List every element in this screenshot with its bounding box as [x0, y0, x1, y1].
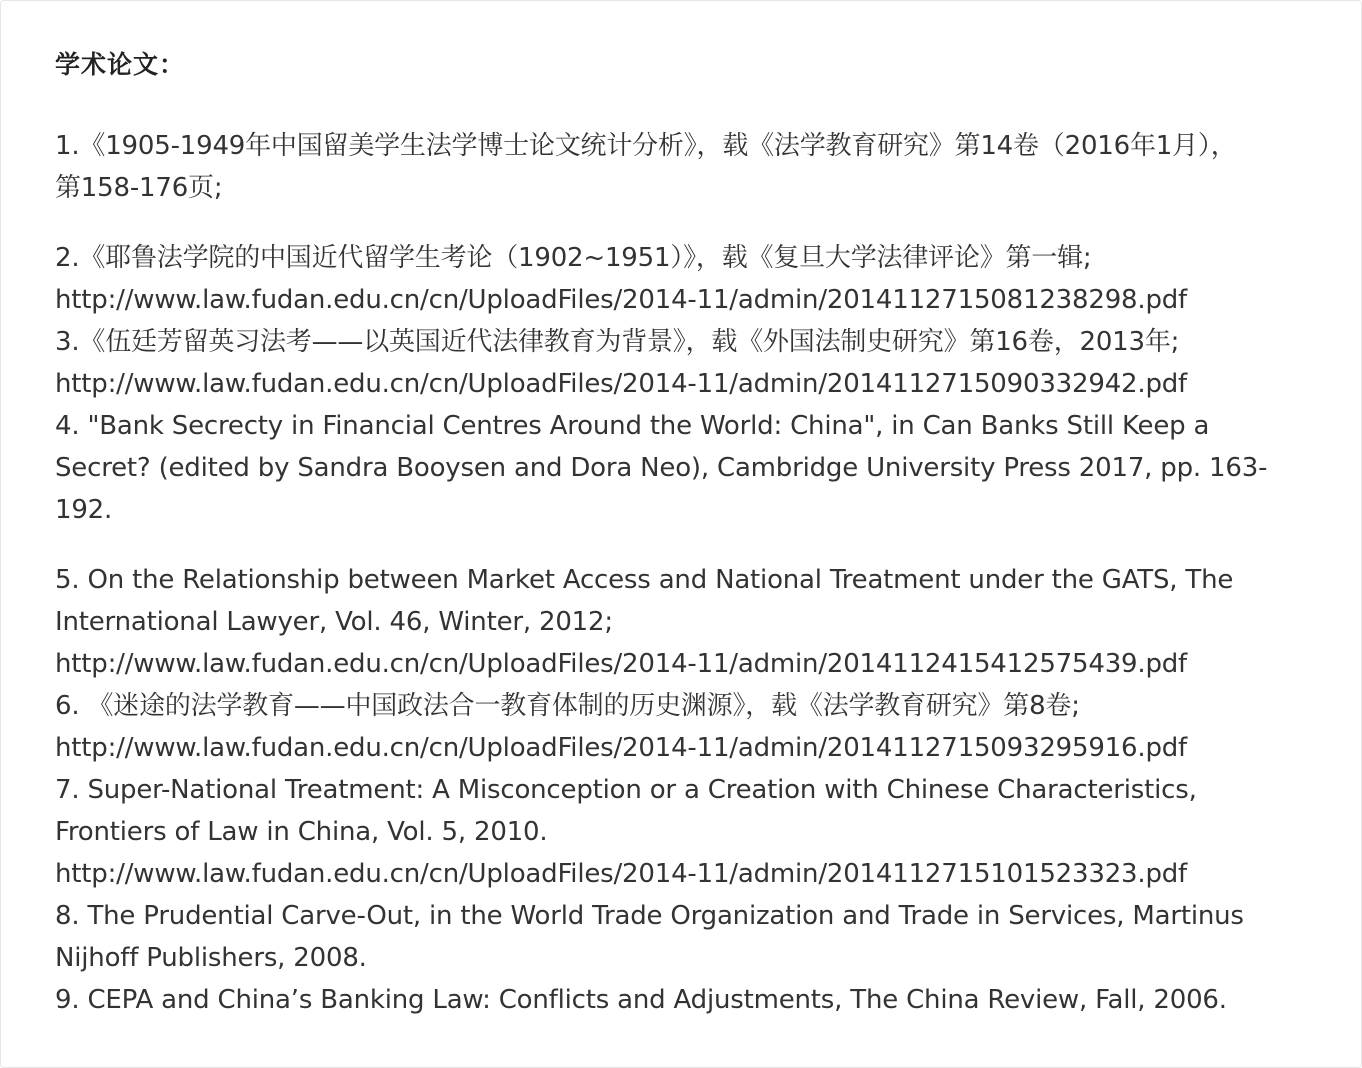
entry-url: http://www.law.fudan.edu.cn/cn/UploadFiles/2014-11/admin/20141127150932959​16.pdf [55, 733, 1187, 763]
entry-url: http://www.law.fudan.edu.cn/cn/UploadFiles/2014-11/admin/20141124154125754​39.pdf [55, 649, 1187, 679]
paper-list [55, 125, 1330, 1021]
entry-url: http://www.law.fudan.edu.cn/cn/UploadFiles/2014-11/admin/20141127150903329​42.pdf [55, 369, 1187, 399]
entry-line: Frontiers of Law in China, Vol. 5, 2010. [55, 817, 548, 847]
entry-line: 5. On the Relationship between Market Access and National Treatment under the GATS, The [55, 565, 1234, 595]
entry-line: International Lawyer, Vol. 46, Winter, 2012; [55, 607, 613, 637]
entry-line: 第158-176页; [55, 173, 223, 203]
entry-line: 192. [55, 495, 113, 525]
list-item [55, 559, 1330, 685]
entry-line: 8. The Prudential Carve-Out, in the World Trade Organization and Trade in Services, Martinus [55, 901, 1244, 931]
entry-line: 3.《伍廷芳留英习法考——以英国近代法律教育为背景》，载《外国法制史研究》第16卷，2013年; [55, 327, 1180, 357]
entry-line: Secret? (edited by Sandra Booysen and Dora Neo), Cambridge University Press 2017, pp. 163- [55, 453, 1268, 483]
list-item [55, 125, 1330, 209]
list-item [55, 895, 1330, 979]
list-item [55, 321, 1330, 405]
entry-url: http://www.law.fudan.edu.cn/cn/UploadFiles/2014-11/admin/20141127150812382​98.pdf [55, 285, 1187, 315]
list-item [55, 979, 1330, 1021]
list-item [55, 237, 1330, 321]
list-item [55, 685, 1330, 769]
section-heading: 学术论文： [55, 50, 186, 79]
entry-line: 4. "Bank Secrecty in Financial Centres Around the World: China", in Can Banks Still Keep a [55, 411, 1210, 441]
list-item [55, 769, 1330, 895]
entry-line: 1.《1905-1949年中国留美学生法学博士论文统计分析》，载《法学教育研究》第14卷（2016年1月）， [55, 131, 1237, 161]
entry-line: 7. Super-National Treatment: A Misconception or a Creation with Chinese Characteristics, [55, 775, 1197, 805]
list-item [55, 405, 1330, 531]
entry-line: Nijhoff Publishers, 2008. [55, 943, 367, 973]
entry-line: 9. CEPA and China’s Banking Law: Conflicts and Adjustments, The China Review, Fall, 2006. [55, 985, 1227, 1015]
entry-line: 6. 《迷途的法学教育——中国政法合一教育体制的历史渊源》，载《法学教育研究》第8卷; [55, 691, 1080, 721]
entry-url: http://www.law.fudan.edu.cn/cn/UploadFiles/2014-11/admin/20141127151015233​23.pdf [55, 859, 1187, 889]
entry-line: 2.《耶鲁法学院的中国近代留学生考论（1902~1951）》，载《复旦大学法律评论》第一辑; [55, 243, 1092, 273]
